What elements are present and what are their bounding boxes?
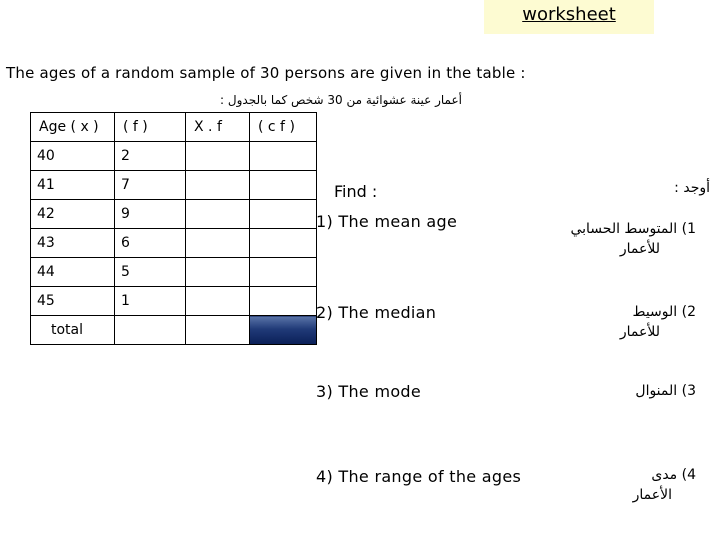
table-row [31,142,317,171]
question-4-english: 4) The range of the ages [316,467,522,486]
find-arabic: أوجد : [674,180,710,196]
cell-frequency: 7 [115,171,186,200]
question-1-arabic-line1: 1) المتوسط الحسابي [570,221,696,237]
cell-cumulative-frequency [250,287,317,316]
cell-cumulative-frequency [250,200,317,229]
cell-cumulative-frequency [250,171,317,200]
question-4-arabic [633,465,696,505]
header-frequency: ( f ) [115,113,186,142]
header-x-times-f: X . f [186,113,250,142]
question-2-arabic-line1: 2) الوسيط [632,304,696,320]
cell-x-times-f [186,229,250,258]
question-2-english: 2) The median [316,303,437,322]
table-total-row [31,316,317,345]
total-x-times-f [186,316,250,345]
table-row [31,229,317,258]
table-header-row [31,113,317,142]
cell-cumulative-frequency [250,229,317,258]
cell-age: 41 [31,171,115,200]
page-title: worksheet [522,4,616,25]
cell-x-times-f [186,171,250,200]
cell-age: 44 [31,258,115,287]
question-4-arabic-line2: الأعمار [632,487,672,503]
frequency-table [30,112,317,345]
question-2-arabic-line2: للأعمار [619,324,660,340]
header-cumulative-frequency: ( c f ) [250,113,317,142]
table-row [31,258,317,287]
cell-cumulative-frequency [250,142,317,171]
cell-age: 45 [31,287,115,316]
question-1-arabic-line2: للأعمار [619,241,660,257]
cell-frequency: 1 [115,287,186,316]
cell-age: 42 [31,200,115,229]
question-1-english: 1) The mean age [316,212,458,231]
table-row [31,200,317,229]
intro-english: The ages of a random sample of 30 persons are given in the table : [6,64,526,82]
cell-frequency: 5 [115,258,186,287]
total-frequency [115,316,186,345]
question-3-arabic [635,381,696,401]
cell-cumulative-frequency [250,258,317,287]
cell-frequency: 6 [115,229,186,258]
table-row [31,287,317,316]
cell-x-times-f [186,142,250,171]
find-english: Find : [334,182,378,201]
cell-x-times-f [186,287,250,316]
cell-frequency: 9 [115,200,186,229]
cell-x-times-f [186,200,250,229]
cell-x-times-f [186,258,250,287]
question-2-arabic [620,302,696,342]
total-label: total [31,316,115,345]
cell-age: 43 [31,229,115,258]
question-1-arabic [570,219,696,259]
table-row [31,171,317,200]
question-3-arabic-line1: 3) المنوال [635,383,696,399]
question-3-english: 3) The mode [316,382,422,401]
cell-frequency: 2 [115,142,186,171]
total-cumulative-shaded [250,316,317,345]
question-4-arabic-line1: 4) مدى [651,467,696,483]
header-age: Age ( x ) [31,113,115,142]
cell-age: 40 [31,142,115,171]
intro-arabic: أعمار عينة عشوائية من 30 شخص كما بالجدول : [220,93,462,107]
